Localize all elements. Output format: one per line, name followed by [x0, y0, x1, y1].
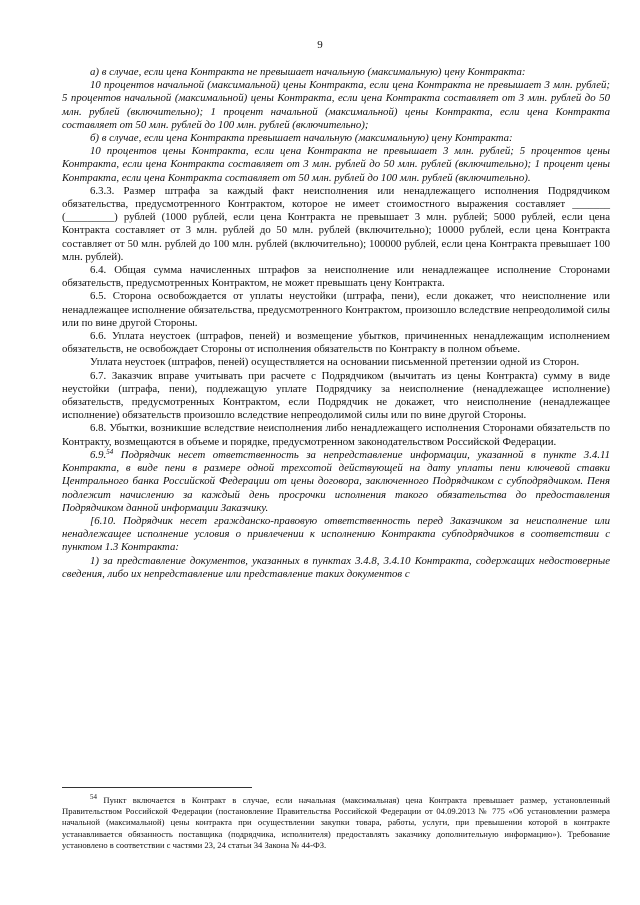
paragraph: Уплата неустоек (штрафов, пеней) осуществляется на основании письменной претензии одной из Сторон.: [90, 356, 580, 369]
footnote: [62, 795, 610, 851]
paragraph: а) в случае, если цена Контракта не превышает начальную (максимальную) цену Контракта:: [90, 66, 526, 78]
paragraph-with-footnote-ref: [62, 449, 610, 515]
paragraph: 6.3.3. Размер штрафа за каждый факт неисполнения или ненадлежащего исполнения Подрядчиком обязательства, предусмотренного Контрактом, которое не имеет стоимостного выражения составляет _______ (_________) рублей (1000 рублей, если цена Контракта не превышает 3 млн. рублей; 5000 рублей, если цена Контракта составляет от 3 млн. рублей до 50 млн. рублей (включительно); 10000 рублей, если цена Контракта составляет от 50 млн. рублей до 100 млн. рублей (включительно); 100000 рублей, если цена Контракта превышает 100 млн. рублей).: [62, 184, 610, 263]
paragraph-rest: Подрядчик несет ответственность за непредставление информации, указанной в пункте 3.4.11 Контракта, в виде пени в размере одной трехсотой действующей на дату уплаты пени ключевой ставки Центрального банка Российской Федерации от цены договора, заключенного Подрядчиком с субподрядчиком. Пеня подлежит начислению за каждый день просрочки исполнения такого обязательства до предоставления Подрядчиком данной информации Заказчику.: [62, 448, 610, 514]
paragraph: 10 процентов начальной (максимальной) цены Контракта, если цена Контракта не превышает 3 млн. рублей; 5 процентов начальной (максимальной) цены Контракта, если цена Контракта составляет от 3 млн. рублей до 50 млн. рублей (включительно); 1 процент начальной (максимальной) цены Контракта, если цена Контракта составляет от 50 млн. рублей до 100 млн. рублей (включительно);: [62, 79, 610, 131]
paragraph: 1) за представление документов, указанных в пунктах 3.4.8, 3.4.10 Контракта, содержащих недостоверные сведения, либо их непредставление или представление таких документов с: [62, 554, 610, 580]
paragraph-lead: 6.9.: [90, 448, 107, 461]
paragraph: 6.5. Сторона освобождается от уплаты неустойки (штрафа, пени), если докажет, что неисполнение или ненадлежащее исполнение обязательства, предусмотренного Контрактом, произошло вследствие непреодолимой силы или по вине другой Стороны.: [62, 290, 610, 329]
paragraph: 6.4. Общая сумма начисленных штрафов за неисполнение или ненадлежащее исполнение Сторонами обязательств, предусмотренных Контрактом, не может превышать цену Контракта.: [62, 264, 610, 290]
paragraph: 6.8. Убытки, возникшие вследствие неисполнения либо ненадлежащего исполнения Сторонами обязательств по Контракту, возмещаются в объеме и порядке, предусмотренном законодательством Российской Федерации.: [62, 422, 610, 448]
paragraph: 6.6. Уплата неустоек (штрафов, пеней) и возмещение убытков, причиненных ненадлежащим исполнением обязательств, не освобождает Стороны от исполнения обязательств по Контракту в полном объеме.: [62, 330, 610, 356]
footnote-separator: [62, 787, 252, 788]
paragraph: [6.10. Подрядчик несет гражданско-правовую ответственность перед Заказчиком за неисполнение или ненадлежащее исполнение условия о привлечении к исполнению Контракта субподрядчиков в соответствии с пунктом 1.3 Контракта:: [62, 514, 610, 554]
footnote-reference[interactable]: 54: [106, 447, 114, 456]
paragraph: 6.7. Заказчик вправе учитывать при расчете с Подрядчиком (вычитать из цены Контракта) сумму в виде неустойки (штрафа, пени), подлежащую уплате Подрядчику за неисполнение (ненадлежащее исполнение) обязательств, предусмотренных Контрактом, если Подрядчик не докажет, что неисполнение (ненадлежащее исполнение) обязательств произошло вследствие непреодолимой силы или по вине другой Стороны.: [62, 369, 610, 422]
paragraph: 10 процентов цены Контракта, если цена Контракта не превышает 3 млн. рублей; 5 процентов цены Контракта, если цена Контракта составляет от 3 млн. рублей до 50 млн. рублей (включительно); 1 процент цены Контракта, если цена Контракта составляет от 50 млн. рублей до 100 млн. рублей (включительно).: [62, 145, 610, 184]
footnote-text: [62, 795, 610, 851]
paragraph: б) в случае, если цена Контракта превышает начальную (максимальную) цену Контракта:: [90, 132, 513, 145]
page-body: [62, 66, 610, 581]
page-number: 9: [317, 39, 323, 51]
footnote-number: 54: [90, 793, 97, 801]
footnote-body: Пункт включается в Контракт в случае, если начальная (максимальная) цена Контракта превышает размер, установленный Правительством Российской Федерации (постановление Правительства Российской Федерации от 04.09.2013 № 775 «Об установлении размера начальной (максимальной) цены контракта при осуществлении закупки товара, работы, услуги, при превышении которой в контракте устанавливается обязанность поставщика (подрядчика, исполнителя) предоставлять заказчику дополнительную информацию»). Требование установлено в соответствии с частями 23, 24 статьи 34 Закона № 44-ФЗ.: [62, 795, 610, 850]
